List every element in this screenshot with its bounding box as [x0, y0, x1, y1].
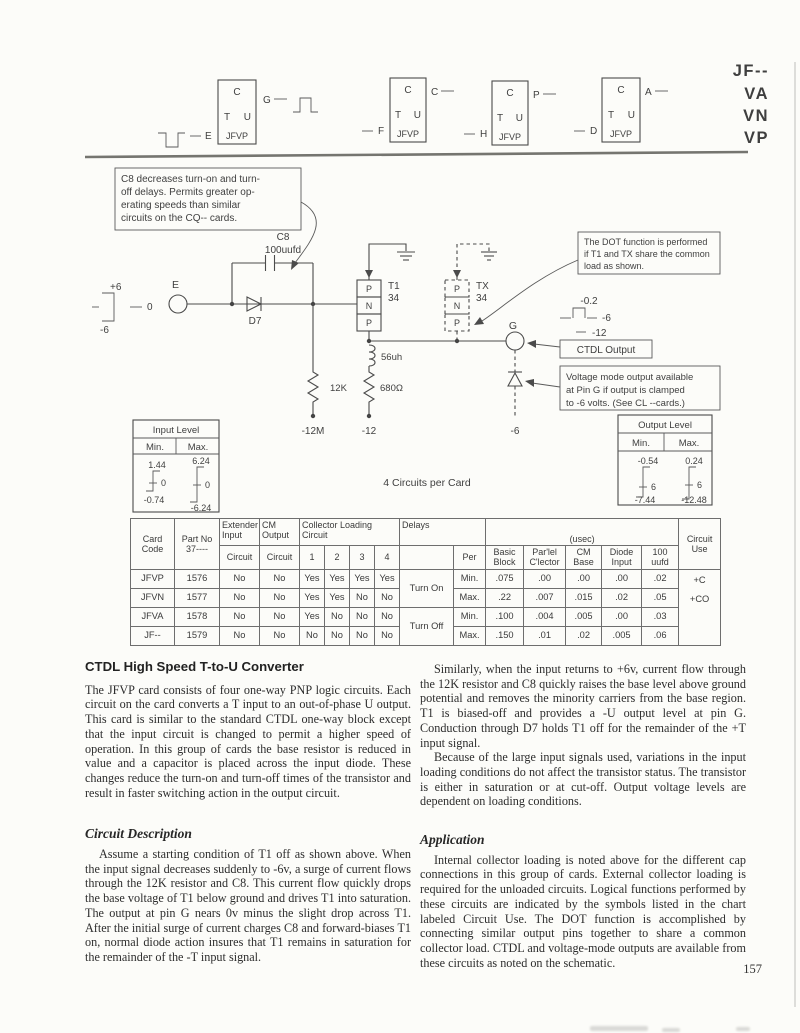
pin-left-label: T	[224, 112, 231, 123]
card-code: JFVN	[131, 588, 175, 607]
input-pin: D	[590, 126, 598, 137]
collector-p: P	[365, 318, 373, 328]
note-line: load as shown.	[584, 261, 645, 271]
collector-bus	[367, 331, 506, 343]
cell: .100	[486, 607, 524, 626]
schematic	[0, 160, 800, 518]
c8-capacitor	[232, 232, 313, 304]
pin-right-label: U	[515, 113, 523, 124]
part-no: 1579	[175, 626, 220, 645]
spec-table	[130, 518, 721, 646]
min-top: -0.54	[637, 456, 659, 466]
base-n: N	[453, 301, 461, 311]
cell: Yes	[325, 588, 350, 607]
col-header-cm-output: CM Output	[260, 519, 300, 546]
input-pin-e	[169, 279, 187, 313]
cell: Yes	[300, 607, 325, 626]
note-line: The DOT function is performed	[584, 237, 708, 247]
card-variant-vn: VN	[743, 107, 769, 125]
scan-smudge	[590, 1026, 648, 1031]
card-family-code: JF--	[732, 62, 769, 80]
scan-smudge	[662, 1028, 680, 1032]
note-line: C8 decreases turn-on and turn-	[121, 174, 260, 185]
chip-label: JFVP	[396, 129, 420, 139]
tx-label: TX	[476, 281, 489, 292]
subheader-100uufd: 100 uufd	[642, 546, 679, 570]
subheader-2: 2	[325, 546, 350, 570]
pin-right-label: U	[243, 112, 251, 123]
delay-phase: Turn On	[400, 569, 454, 607]
ground-symbol-tx	[481, 252, 497, 260]
cell: .005	[602, 626, 642, 645]
subheader-blank	[400, 546, 454, 570]
pin-left-label: T	[608, 110, 615, 121]
cell: No	[220, 607, 260, 626]
note-line: CTDL Output	[576, 345, 636, 356]
ground-symbol-t1	[397, 252, 415, 260]
header-logic-diagram	[0, 0, 800, 160]
scan-edge-artifact	[794, 62, 796, 1007]
collector-p: P	[453, 318, 461, 328]
cell: .00	[566, 569, 602, 588]
c8-value: 100uufd	[264, 245, 302, 256]
cell: .007	[524, 588, 566, 607]
cell: .03	[642, 607, 679, 626]
supply-minus12m: -12M	[301, 426, 325, 437]
part-no: 1577	[175, 588, 220, 607]
cell: No	[350, 588, 375, 607]
circuit-use-cell	[679, 569, 721, 645]
cell: No	[220, 569, 260, 588]
cell: .01	[524, 626, 566, 645]
cell: No	[220, 588, 260, 607]
col-header-card-code: Card Code	[131, 519, 175, 570]
max-top: 0.24	[685, 456, 703, 466]
col-header-delays: Delays	[400, 519, 486, 546]
cell: .150	[486, 626, 524, 645]
paragraph: Because of the large input signals used, variations in the input loading conditions do not affect the transistor status. The transistor is either in saturation or at cut-off. Output voltage levels are dependent on loading conditions.	[420, 750, 746, 809]
output-level-title: Output Level	[638, 420, 692, 431]
subheader-parlel-collector: Par'lel C'lector	[524, 546, 566, 570]
max-header: Max.	[187, 442, 209, 453]
subheader-diode-input: Diode Input	[602, 546, 642, 570]
cell: No	[350, 626, 375, 645]
resistor-label: 12K	[330, 383, 347, 394]
scan-smudge	[736, 1027, 750, 1031]
wave-mid: -6	[602, 313, 611, 324]
pin-top-label: C	[404, 85, 412, 96]
max-mid: 6	[697, 480, 703, 490]
pin-top-label: C	[233, 87, 241, 98]
logic-block-1	[158, 80, 318, 147]
max-bot: -12.48	[681, 495, 707, 505]
output-pin: A	[645, 87, 652, 98]
card-code: JFVA	[131, 607, 175, 626]
cell: No	[375, 607, 400, 626]
cell: .22	[486, 588, 524, 607]
supply-minus12: -12	[361, 426, 377, 437]
col-header-collector-loading: Collector Loading Circuit	[300, 519, 400, 546]
cell: Min.	[454, 569, 486, 588]
cell: Yes	[300, 588, 325, 607]
t1-type: 34	[388, 293, 400, 304]
resistor-label: 680Ω	[380, 383, 403, 394]
col-header-circuit-use: Circuit Use	[679, 519, 721, 570]
cell: No	[300, 626, 325, 645]
cell: No	[260, 607, 300, 626]
col-header-extender-input: Extender Input	[220, 519, 260, 546]
paragraph: Similarly, when the input returns to +6v, current flow through the 12K resistor and C8 quickly raises the base level above ground potential and removes the minority carriers from the base region. T1 is biased-off and provides a -U output level at pin G. Conduction through D7 holds T1 off for the remainder of the +T input signal.	[420, 662, 746, 750]
pin-g-label: G	[508, 320, 518, 332]
arrowhead	[291, 260, 299, 270]
paragraph: The JFVP card consists of four one-way PNP logic circuits. Each circuit on the card converts a T input to an out-of-phase U output. This card is similar to the standard CTDL one-way block except that the input circuit is changed to permit a higher speed of operation. In this group of cards the base resistor is reduced in value and a capacitor is placed across the input diode. These changes reduce the turn-on and turn-off times of the transistor and result in faster switching action in the output circuit.	[85, 682, 411, 800]
table-row	[131, 569, 721, 588]
page-number: 157	[743, 962, 762, 976]
paragraph: Internal collector loading is noted above for the different cap connections in this group of cards. External collector loading is required for the unloaded circuits. Logical functions performed by these circuits are indicated by the symbols listed in the chart labeled Circuit Use. The DOT function is accomplished by connecting similar output pins together to share a common collector load. CTDL and voltage-mode outputs are available from these circuits as noted on the schematic.	[420, 852, 746, 970]
arrowhead	[527, 340, 536, 348]
emitter-p: P	[365, 284, 373, 294]
wave-bot: -6	[100, 325, 109, 336]
wave-bot: -12	[592, 328, 607, 339]
cell: No	[260, 569, 300, 588]
diode-d7	[247, 297, 262, 327]
pin-top-label: C	[506, 88, 514, 99]
inductor-label: 56uh	[381, 352, 403, 363]
input-pin: E	[205, 131, 212, 142]
pin-left-label: T	[497, 113, 504, 124]
section-title: CTDL High Speed T-to-U Converter	[85, 659, 304, 674]
input-level-title: Input Level	[152, 425, 200, 436]
cell: Max.	[454, 588, 486, 607]
cell: No	[260, 588, 300, 607]
pin-left-label: T	[395, 110, 402, 121]
header-divider	[85, 152, 748, 157]
inductor-56uh	[369, 345, 402, 366]
subheader-per: Per	[454, 546, 486, 570]
input-waveform	[92, 282, 153, 336]
cell: .00	[524, 569, 566, 588]
card-variant-va: VA	[744, 85, 769, 103]
arrowhead	[525, 379, 534, 387]
part-no: 1576	[175, 569, 220, 588]
subheader-basic-block: Basic Block	[486, 546, 524, 570]
circuit-use-symbol: +CO	[689, 593, 710, 604]
t1-label: T1	[388, 281, 400, 292]
subheader-circuit: Circuit	[260, 546, 300, 570]
arrowhead	[453, 270, 461, 278]
circuits-per-card-note: 4 Circuits per Card	[383, 477, 471, 489]
min-top: 1.44	[148, 460, 166, 470]
card-code: JFVP	[131, 569, 175, 588]
output-pin: P	[533, 90, 540, 101]
max-bot: -6.24	[190, 503, 212, 513]
cell: No	[260, 626, 300, 645]
t1-transistor	[357, 244, 406, 331]
max-header: Max.	[678, 438, 700, 449]
ctdl-output-note	[527, 340, 652, 358]
card-variant-vp: VP	[743, 129, 769, 147]
input-wire	[187, 302, 357, 306]
cell: .06	[642, 626, 679, 645]
cell: Yes	[300, 569, 325, 588]
resistor-680	[362, 366, 403, 437]
cell: Min.	[454, 607, 486, 626]
heading-circuit-description: Circuit Description	[85, 826, 192, 842]
note-line: if T1 and TX share the common	[584, 249, 710, 259]
output-pin: G	[263, 95, 271, 106]
pin-top-label: C	[617, 85, 625, 96]
cell: No	[375, 626, 400, 645]
cell: No	[375, 588, 400, 607]
chip-label: JFVP	[225, 131, 249, 141]
note-line: to -6 volts. (See CL --cards.)	[566, 398, 685, 409]
subheader-4: 4	[375, 546, 400, 570]
cell: Yes	[325, 569, 350, 588]
c8-label: C8	[276, 232, 290, 243]
logic-block-2	[362, 78, 454, 142]
clamp-diode	[508, 350, 522, 437]
output-pin: C	[431, 87, 439, 98]
max-top: 6.24	[192, 456, 210, 466]
max-mid: 0	[205, 480, 211, 490]
output-waveform	[560, 296, 611, 339]
subheader-cm-base: CM Base	[566, 546, 602, 570]
min-header: Min.	[632, 438, 650, 449]
cell: Yes	[375, 569, 400, 588]
circuit-use-symbol: +C	[693, 574, 706, 585]
logic-block-4	[574, 78, 668, 142]
output-pin-g	[506, 320, 524, 350]
subheader-1: 1	[300, 546, 325, 570]
cell: .02	[602, 588, 642, 607]
note-line: erating speeds than similar	[121, 200, 241, 211]
emitter-p: P	[453, 284, 461, 294]
col-header-usec: (usec)	[486, 519, 679, 546]
left-text-column	[85, 660, 411, 965]
part-no: 1578	[175, 607, 220, 626]
input-pin: F	[378, 126, 385, 137]
supply-minus6: -6	[510, 426, 520, 437]
wave-top: +6	[110, 282, 122, 293]
min-mid: 0	[161, 478, 167, 488]
cell: .02	[642, 569, 679, 588]
d7-label: D7	[248, 316, 262, 327]
subheader-3: 3	[350, 546, 375, 570]
subheader-circuit: Circuit	[220, 546, 260, 570]
resistor-12k	[302, 304, 348, 437]
dot-function-note	[474, 232, 720, 325]
logic-block-3	[464, 81, 556, 145]
input-pin: H	[480, 129, 488, 140]
note-line: at Pin G if output is clamped	[566, 385, 685, 396]
cell: .02	[566, 626, 602, 645]
cell: No	[220, 626, 260, 645]
tx-type: 34	[476, 293, 488, 304]
cell: .00	[602, 607, 642, 626]
pin-right-label: U	[627, 110, 635, 121]
chip-label: JFVP	[498, 132, 522, 142]
right-text-column	[420, 662, 746, 970]
cell: .00	[602, 569, 642, 588]
note-line: Voltage mode output available	[566, 372, 694, 383]
pin-right-label: U	[413, 110, 421, 121]
cell: .004	[524, 607, 566, 626]
cell: .005	[566, 607, 602, 626]
voltage-mode-note	[525, 366, 720, 410]
output-level-box	[618, 415, 712, 505]
note-line: off delays. Permits greater op-	[121, 187, 255, 198]
wave-mid: 0	[147, 302, 153, 313]
min-mid: 6	[651, 482, 657, 492]
cell: No	[350, 607, 375, 626]
min-bot: -7.44	[634, 495, 656, 505]
min-header: Min.	[146, 442, 164, 453]
cell: Max.	[454, 626, 486, 645]
cell: .015	[566, 588, 602, 607]
cell: .05	[642, 588, 679, 607]
card-code: JF--	[131, 626, 175, 645]
table-row	[131, 607, 721, 626]
delay-phase: Turn Off	[400, 607, 454, 645]
heading-application: Application	[420, 832, 485, 848]
note-line: circuits on the CQ-- cards.	[121, 213, 238, 224]
cell: No	[325, 607, 350, 626]
base-n: N	[365, 301, 373, 311]
col-header-part-no: Part No 37----	[175, 519, 220, 570]
cell: No	[325, 626, 350, 645]
cell: Yes	[350, 569, 375, 588]
wave-top: -0.2	[580, 296, 598, 307]
pin-e-label: E	[172, 279, 180, 291]
input-level-box	[133, 420, 219, 513]
tx-transistor	[445, 244, 489, 341]
paragraph: Assume a starting condition of T1 off as shown above. When the input signal decreases suddenly to -6v, a surge of current flows through the 12K resistor and C8. This current flow quickly drops the base voltage of T1 below ground and drives T1 into saturation. The output at pin G nears 0v minus the slight drop across T1. After the initial surge of current charges C8 and forward-biases T1 on, normal diode action insures that T1 remains in saturation for the remainder of the -T input signal.	[85, 847, 411, 964]
chip-label: JFVP	[609, 129, 633, 139]
cell: .075	[486, 569, 524, 588]
arrowhead	[365, 270, 373, 278]
min-bot: -0.74	[143, 495, 165, 505]
